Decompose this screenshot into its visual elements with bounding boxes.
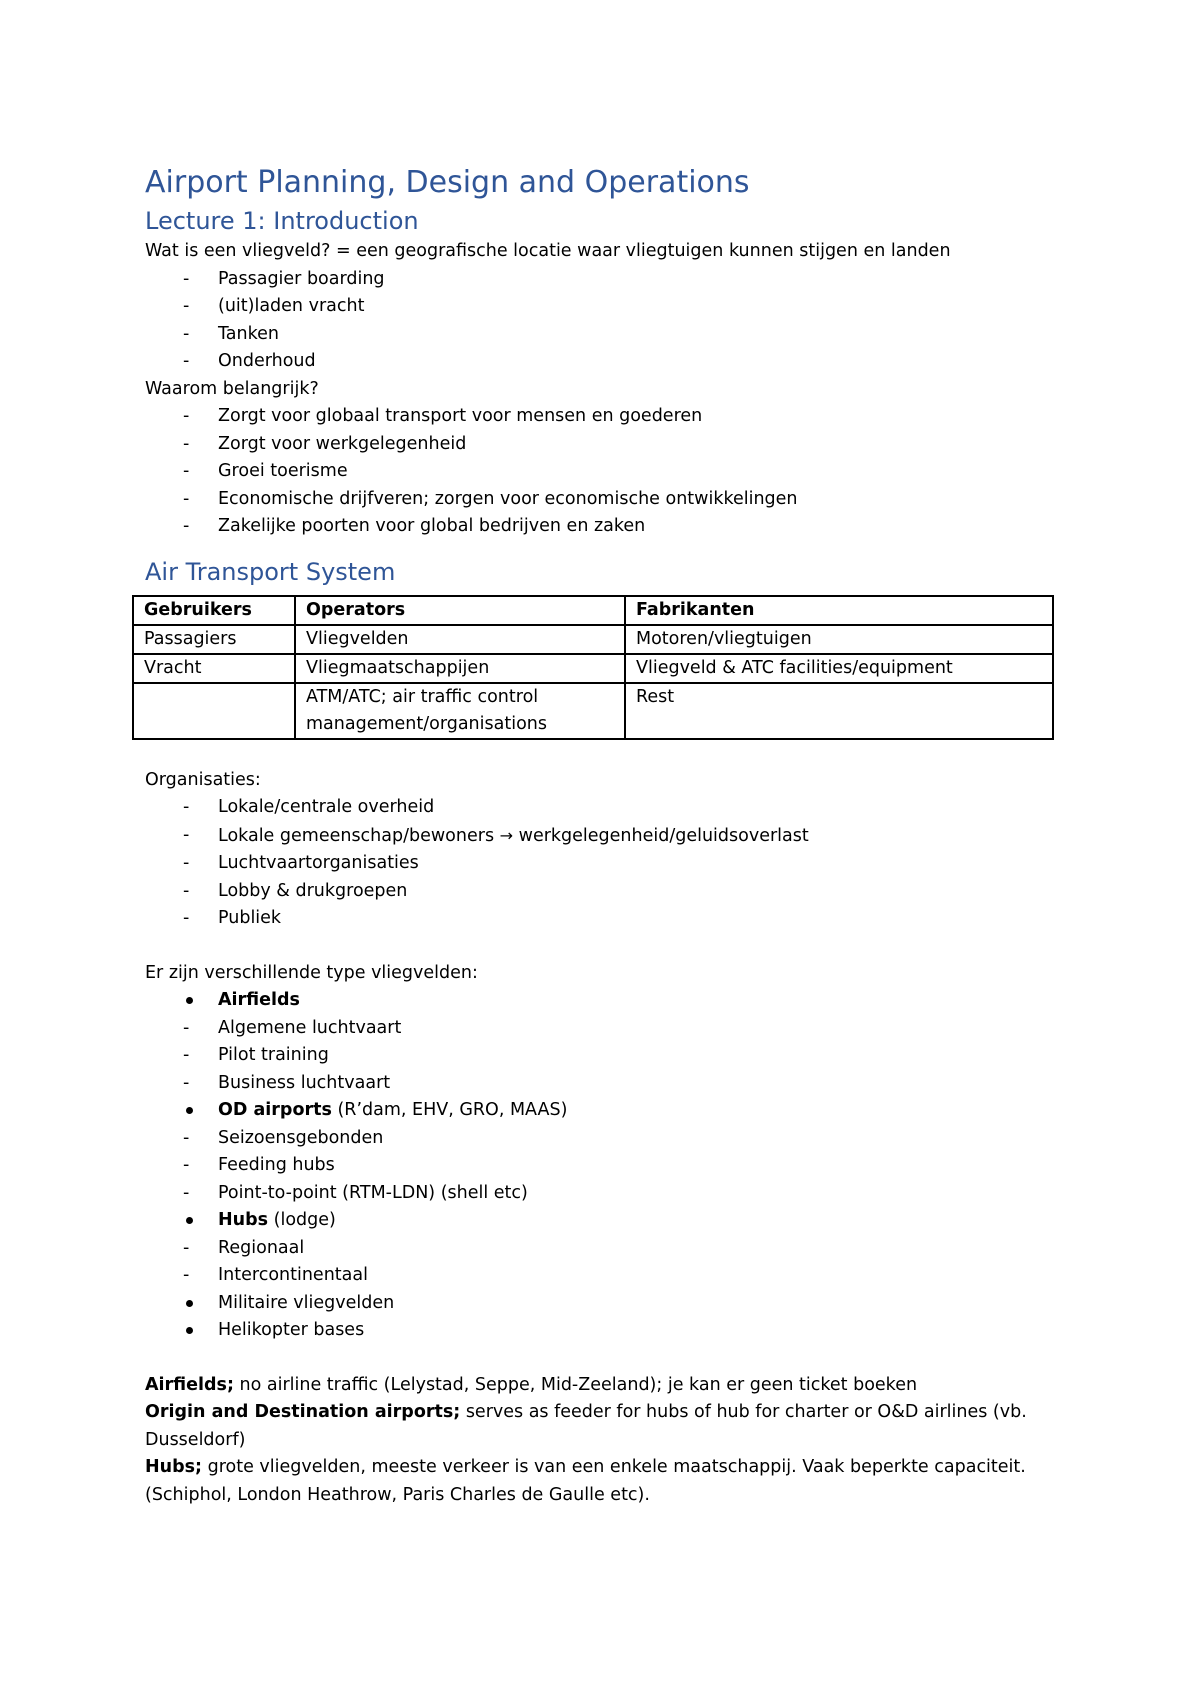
table-cell: Rest bbox=[625, 683, 1053, 739]
types-label: Er zijn verschillende type vliegvelden: bbox=[145, 962, 478, 983]
table-cell: Passagiers bbox=[133, 625, 295, 654]
list-item: - Business luchtvaart bbox=[145, 1070, 1065, 1098]
table-cell: Motoren/vliegtuigen bbox=[625, 625, 1053, 654]
list-item: - Publiek bbox=[145, 905, 1065, 933]
bullet-item bbox=[145, 1097, 1065, 1125]
header-cell: Operators bbox=[295, 596, 625, 625]
bullet-term: Hubs bbox=[218, 1210, 269, 1230]
intro-list bbox=[145, 266, 1065, 376]
list-item: - Point-to-point (RTM-LDN) (shell etc) bbox=[145, 1180, 1065, 1208]
types-bullet-hubs bbox=[145, 1207, 1065, 1235]
lecture-heading: Lecture 1: Introduction bbox=[145, 207, 419, 235]
definition-text: no airline traffic (Lelystad, Seppe, Mid-Zeeland); je kan er geen ticket boeken bbox=[233, 1374, 918, 1395]
table-cell: Vliegveld & ATC facilities/equipment bbox=[625, 654, 1053, 683]
table-cell: ATM/ATC; air traffic control management/organisations bbox=[295, 683, 625, 739]
table-row bbox=[133, 683, 1053, 739]
list-item: - Groei toerisme bbox=[145, 458, 1065, 486]
list-item: - Lobby & drukgroepen bbox=[145, 878, 1065, 906]
types-bullet-od bbox=[145, 1097, 1065, 1125]
air-transport-table bbox=[132, 595, 1054, 740]
document-page bbox=[145, 162, 1065, 1509]
table-header-row bbox=[133, 596, 1053, 625]
types-bullet-airfields bbox=[145, 987, 1065, 1015]
organisaties-list bbox=[145, 794, 1065, 933]
ats-heading: Air Transport System bbox=[145, 557, 396, 586]
definition-term: Airfields; bbox=[145, 1374, 234, 1395]
bullet-item: Helikopter bases bbox=[145, 1317, 1065, 1345]
list-item: - Pilot training bbox=[145, 1042, 1065, 1070]
list-item: - Onderhoud bbox=[145, 348, 1065, 376]
list-item: - Luchtvaartorganisaties bbox=[145, 850, 1065, 878]
list-item: - Zorgt voor globaal transport voor mensen en goederen bbox=[145, 403, 1065, 431]
why-list bbox=[145, 403, 1065, 541]
definition-text: serves as feeder for hubs of hub for charter or O&D airlines (vb. Dusseldorf) bbox=[145, 1402, 1027, 1450]
airfields-list bbox=[145, 1015, 1065, 1098]
bullet-term: OD airports bbox=[218, 1100, 332, 1120]
table-cell: Vracht bbox=[133, 654, 295, 683]
table-row bbox=[133, 625, 1053, 654]
intro-question: Wat is een vliegveld? = een geografische locatie waar vliegtuigen kunnen stijgen en landen bbox=[145, 241, 951, 261]
header-cell: Fabrikanten bbox=[625, 596, 1053, 625]
list-item: - Regionaal bbox=[145, 1235, 1065, 1263]
definition-hubs bbox=[145, 1454, 1065, 1509]
bullet-text: (R’dam, EHV, GRO, MAAS) bbox=[331, 1100, 568, 1120]
definition-term: Origin and Destination airports; bbox=[145, 1402, 461, 1422]
table-cell bbox=[133, 683, 295, 739]
document-title: Airport Planning, Design and Operations bbox=[145, 165, 750, 200]
table-row bbox=[133, 654, 1053, 683]
hubs-list bbox=[145, 1235, 1065, 1290]
bullet-item bbox=[145, 987, 1065, 1015]
list-item: - Intercontinentaal bbox=[145, 1262, 1065, 1290]
organisaties-label: Organisaties: bbox=[145, 769, 261, 790]
definition-text: grote vliegvelden, meeste verkeer is van een enkele maatschappij. Vaak beperkte capaciteit. (Schiphol, London Heathrow, Paris Charles de Gaulle etc). bbox=[145, 1457, 1026, 1505]
bullet-term: Airfields bbox=[218, 990, 300, 1010]
bullet-item: Militaire vliegvelden bbox=[145, 1290, 1065, 1318]
list-item: - Seizoensgebonden bbox=[145, 1125, 1065, 1153]
header-cell: Gebruikers bbox=[133, 596, 295, 625]
types-bullet-other bbox=[145, 1290, 1065, 1345]
list-item: - Passagier boarding bbox=[145, 266, 1065, 294]
list-item-text: Lokale gemeenschap/bewoners bbox=[218, 825, 495, 846]
list-item bbox=[145, 822, 1065, 851]
arrow-right-icon: → bbox=[499, 825, 514, 845]
list-item: - Algemene luchtvaart bbox=[145, 1015, 1065, 1043]
table-cell: Vliegmaatschappijen bbox=[295, 654, 625, 683]
bullet-item bbox=[145, 1207, 1065, 1235]
list-item: - (uit)laden vracht bbox=[145, 293, 1065, 321]
list-item: - Zakelijke poorten voor global bedrijven en zaken bbox=[145, 513, 1065, 541]
list-item: - Tanken bbox=[145, 321, 1065, 349]
table-cell: Vliegvelden bbox=[295, 625, 625, 654]
list-item-text: werkgelegenheid/geluidsoverlast bbox=[518, 825, 809, 846]
why-question: Waarom belangrijk? bbox=[145, 378, 319, 399]
definition-od bbox=[145, 1399, 1065, 1454]
bullet-text: (lodge) bbox=[268, 1210, 336, 1230]
list-item: - Feeding hubs bbox=[145, 1152, 1065, 1180]
definition-term: Hubs; bbox=[145, 1457, 203, 1477]
list-item: - Zorgt voor werkgelegenheid bbox=[145, 431, 1065, 459]
definition-airfields bbox=[145, 1372, 1065, 1400]
list-item: - Economische drijfveren; zorgen voor economische ontwikkelingen bbox=[145, 486, 1065, 514]
list-item: - Lokale/centrale overheid bbox=[145, 794, 1065, 822]
od-list bbox=[145, 1125, 1065, 1208]
